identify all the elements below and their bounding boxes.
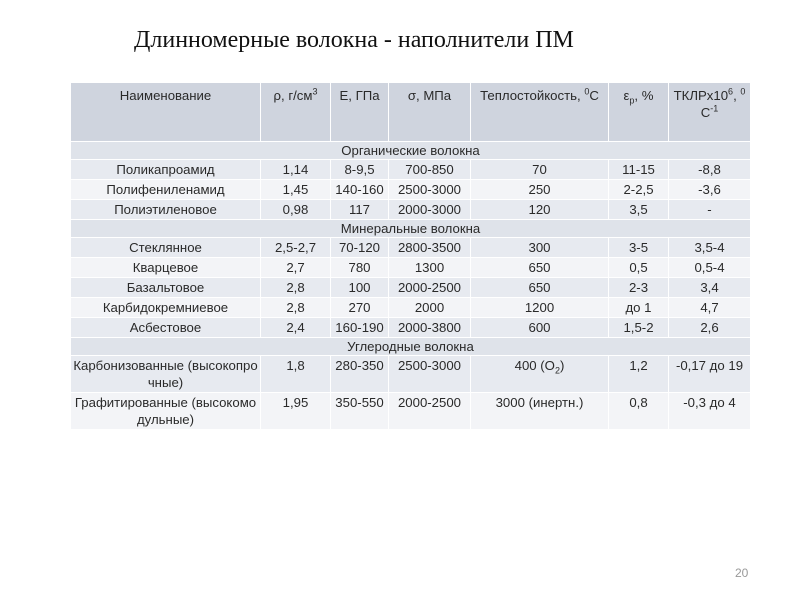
header-density: ρ, $г/см^3$ [261,83,331,142]
cell-heat: 250 [471,180,609,200]
cell-modulus: 280-350 [331,356,389,393]
cell-density: 2,8 [261,278,331,298]
table-header-row [71,83,751,142]
table-row [71,200,751,220]
cell-tklr: - [669,200,751,220]
cell-modulus: 350-550 [331,393,389,430]
cell-modulus: 70-120 [331,238,389,258]
cell-tklr: -3,6 [669,180,751,200]
cell-name: Базальтовое [71,278,261,298]
header-modulus: Е, ГПа [331,83,389,142]
cell-tklr: -0,17 до 19 [669,356,751,393]
cell-elongation: 1,2 [609,356,669,393]
cell-density: 2,7 [261,258,331,278]
table-row [71,160,751,180]
section-title: Органические волокна [71,142,751,160]
cell-tklr: -0,3 до 4 [669,393,751,430]
cell-density: 1,8 [261,356,331,393]
table-row [71,393,751,430]
fiber-properties-table [70,82,751,430]
cell-density: 2,4 [261,318,331,338]
header-name: Наименование [71,83,261,142]
cell-name: Карбидокремниевое [71,298,261,318]
cell-name: Карбонизованные (высокопрочные) [71,356,261,393]
cell-density: 1,45 [261,180,331,200]
table-row [71,238,751,258]
cell-heat: 3000 (инертн.) [471,393,609,430]
cell-density: 2,5-2,7 [261,238,331,258]
cell-elongation: 2-3 [609,278,669,298]
cell-strength: 700-850 [389,160,471,180]
cell-name: Поликапроамид [71,160,261,180]
cell-strength: 2000-3800 [389,318,471,338]
section-row-carbon [71,338,751,356]
cell-name: Стеклянное [71,238,261,258]
cell-tklr: 4,7 [669,298,751,318]
cell-density: 1,14 [261,160,331,180]
cell-strength: 2000-2500 [389,278,471,298]
cell-modulus: 100 [331,278,389,298]
cell-heat: 1200 [471,298,609,318]
cell-strength: 2500-3000 [389,180,471,200]
cell-heat: 300 [471,238,609,258]
cell-elongation: 0,5 [609,258,669,278]
slide-number: 20 [735,566,749,580]
table-row [71,278,751,298]
cell-name: Полифениленамид [71,180,261,200]
cell-tklr: 3,5-4 [669,238,751,258]
table-row [71,180,751,200]
cell-name: Полиэтиленовое [71,200,261,220]
table-row [71,318,751,338]
cell-strength: 2500-3000 [389,356,471,393]
cell-heat: 400 $(О_2)$ [471,356,609,393]
cell-elongation: до 1 [609,298,669,318]
section-row-mineral [71,220,751,238]
cell-density: 0,98 [261,200,331,220]
cell-elongation: 1,5-2 [609,318,669,338]
cell-strength: 2000-3000 [389,200,471,220]
cell-tklr: 3,4 [669,278,751,298]
cell-modulus: 117 [331,200,389,220]
cell-strength: 2000 [389,298,471,318]
cell-modulus: 8-9,5 [331,160,389,180]
table-row [71,258,751,278]
section-row-organic [71,142,751,160]
cell-strength: 2800-3500 [389,238,471,258]
section-title: Минеральные волокна [71,220,751,238]
section-title: Углеродные волокна [71,338,751,356]
cell-heat: 70 [471,160,609,180]
cell-elongation: 0,8 [609,393,669,430]
table-row [71,298,751,318]
header-tklr: $ТКЛРх10^6$, $^0С^{-1}$ [669,83,751,142]
cell-tklr: 0,5-4 [669,258,751,278]
slide-title: Длинномерные волокна - наполнители ПМ [134,27,574,53]
header-elongation: $\varepsilon_p$, % [609,83,669,142]
cell-modulus: 160-190 [331,318,389,338]
header-strength: σ, МПа [389,83,471,142]
cell-tklr: 2,6 [669,318,751,338]
cell-elongation: 11-15 [609,160,669,180]
cell-heat: 600 [471,318,609,338]
header-heat-resistance: Теплостойкость, $^0$С [471,83,609,142]
cell-name: Кварцевое [71,258,261,278]
cell-density: 2,8 [261,298,331,318]
cell-modulus: 780 [331,258,389,278]
cell-tklr: -8,8 [669,160,751,180]
cell-name: Асбестовое [71,318,261,338]
cell-elongation: 2-2,5 [609,180,669,200]
cell-heat: 120 [471,200,609,220]
cell-name: Графитированные (высокомодульные) [71,393,261,430]
table-row [71,356,751,393]
cell-heat: 650 [471,258,609,278]
cell-density: 1,95 [261,393,331,430]
cell-heat: 650 [471,278,609,298]
cell-elongation: 3,5 [609,200,669,220]
cell-strength: 1300 [389,258,471,278]
cell-strength: 2000-2500 [389,393,471,430]
cell-elongation: 3-5 [609,238,669,258]
cell-modulus: 270 [331,298,389,318]
cell-modulus: 140-160 [331,180,389,200]
